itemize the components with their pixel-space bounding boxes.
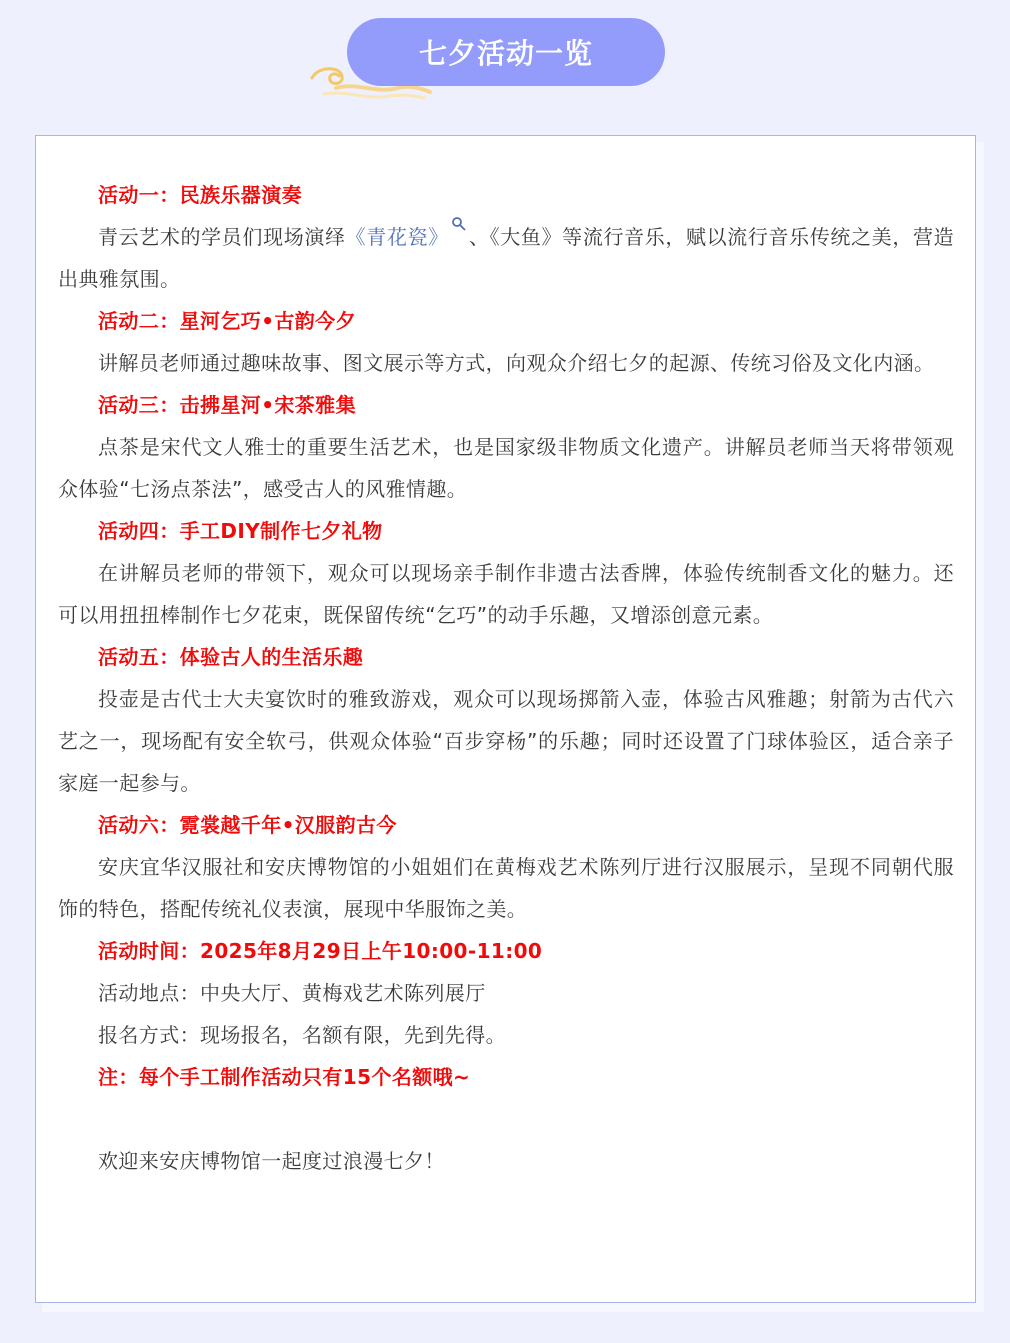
content-card: [35, 135, 976, 1303]
activity1-title: 活动一：民族乐器演奏: [98, 183, 302, 207]
activity1-body-end: 、《大鱼》等流行音乐，赋以流行音乐传统之美，营造出典雅氛围。: [58, 225, 954, 291]
activity4-body: 在讲解员老师的带领下，观众可以现场亲手制作非遗古法香牌，体验传统制香文化的魅力。还可以用扭扭棒制作七夕花束，既保留传统“乞巧”的动手乐趣，又增添创意元素。: [58, 561, 954, 627]
article-content: [58, 174, 954, 1182]
song-link[interactable]: 《青花瓷》: [345, 225, 449, 249]
page-title-pill: [347, 18, 665, 86]
activity6-title: 活动六：霓裳越千年•汉服韵古今: [98, 813, 397, 837]
activity6-body: 安庆宜华汉服社和安庆博物馆的小姐姐们在黄梅戏艺术陈列厅进行汉服展示，呈现不同朝代服饰的特色，搭配传统礼仪表演，展现中华服饰之美。: [58, 855, 954, 921]
activity5-body: 投壶是古代士大夫宴饮时的雅致游戏，观众可以现场掷箭入壶，体验古风雅趣；射箭为古代六艺之一，现场配有安全软弓，供观众体验“百步穿杨”的乐趣；同时还设置了门球体验区，适合亲子家庭一起参与。: [58, 687, 954, 795]
event-location: 活动地点：中央大厅、黄梅戏艺术陈列展厅: [98, 981, 486, 1005]
activity2-title: 活动二：星河乞巧•古韵今夕: [98, 309, 356, 333]
activity3-body: 点茶是宋代文人雅士的重要生活艺术，也是国家级非物质文化遗产。讲解员老师当天将带领观众体验“七汤点茶法”，感受古人的风雅情趣。: [58, 435, 954, 501]
activity1-body: [58, 216, 954, 300]
activity1-body-start: 青云艺术的学员们现场演绎: [98, 225, 346, 249]
event-time: 活动时间：2025年8月29日上午10:00-11:00: [98, 939, 543, 963]
activity4-title: 活动四：手工DIY制作七夕礼物: [98, 519, 383, 543]
quota-note: 注：每个手工制作活动只有15个名额哦~: [98, 1065, 471, 1089]
signup-method: 报名方式：现场报名，名额有限，先到先得。: [98, 1023, 506, 1047]
search-icon[interactable]: [451, 216, 467, 232]
page-title: 七夕活动一览: [418, 37, 593, 70]
welcome-text: 欢迎来安庆博物馆一起度过浪漫七夕！: [98, 1149, 445, 1173]
activity5-title: 活动五：体验古人的生活乐趣: [98, 645, 364, 669]
activity2-body: 讲解员老师通过趣味故事、图文展示等方式，向观众介绍七夕的起源、传统习俗及文化内涵。: [98, 351, 935, 375]
spacer: [58, 1098, 954, 1140]
activity3-title: 活动三：击拂星河•宋茶雅集: [98, 393, 356, 417]
